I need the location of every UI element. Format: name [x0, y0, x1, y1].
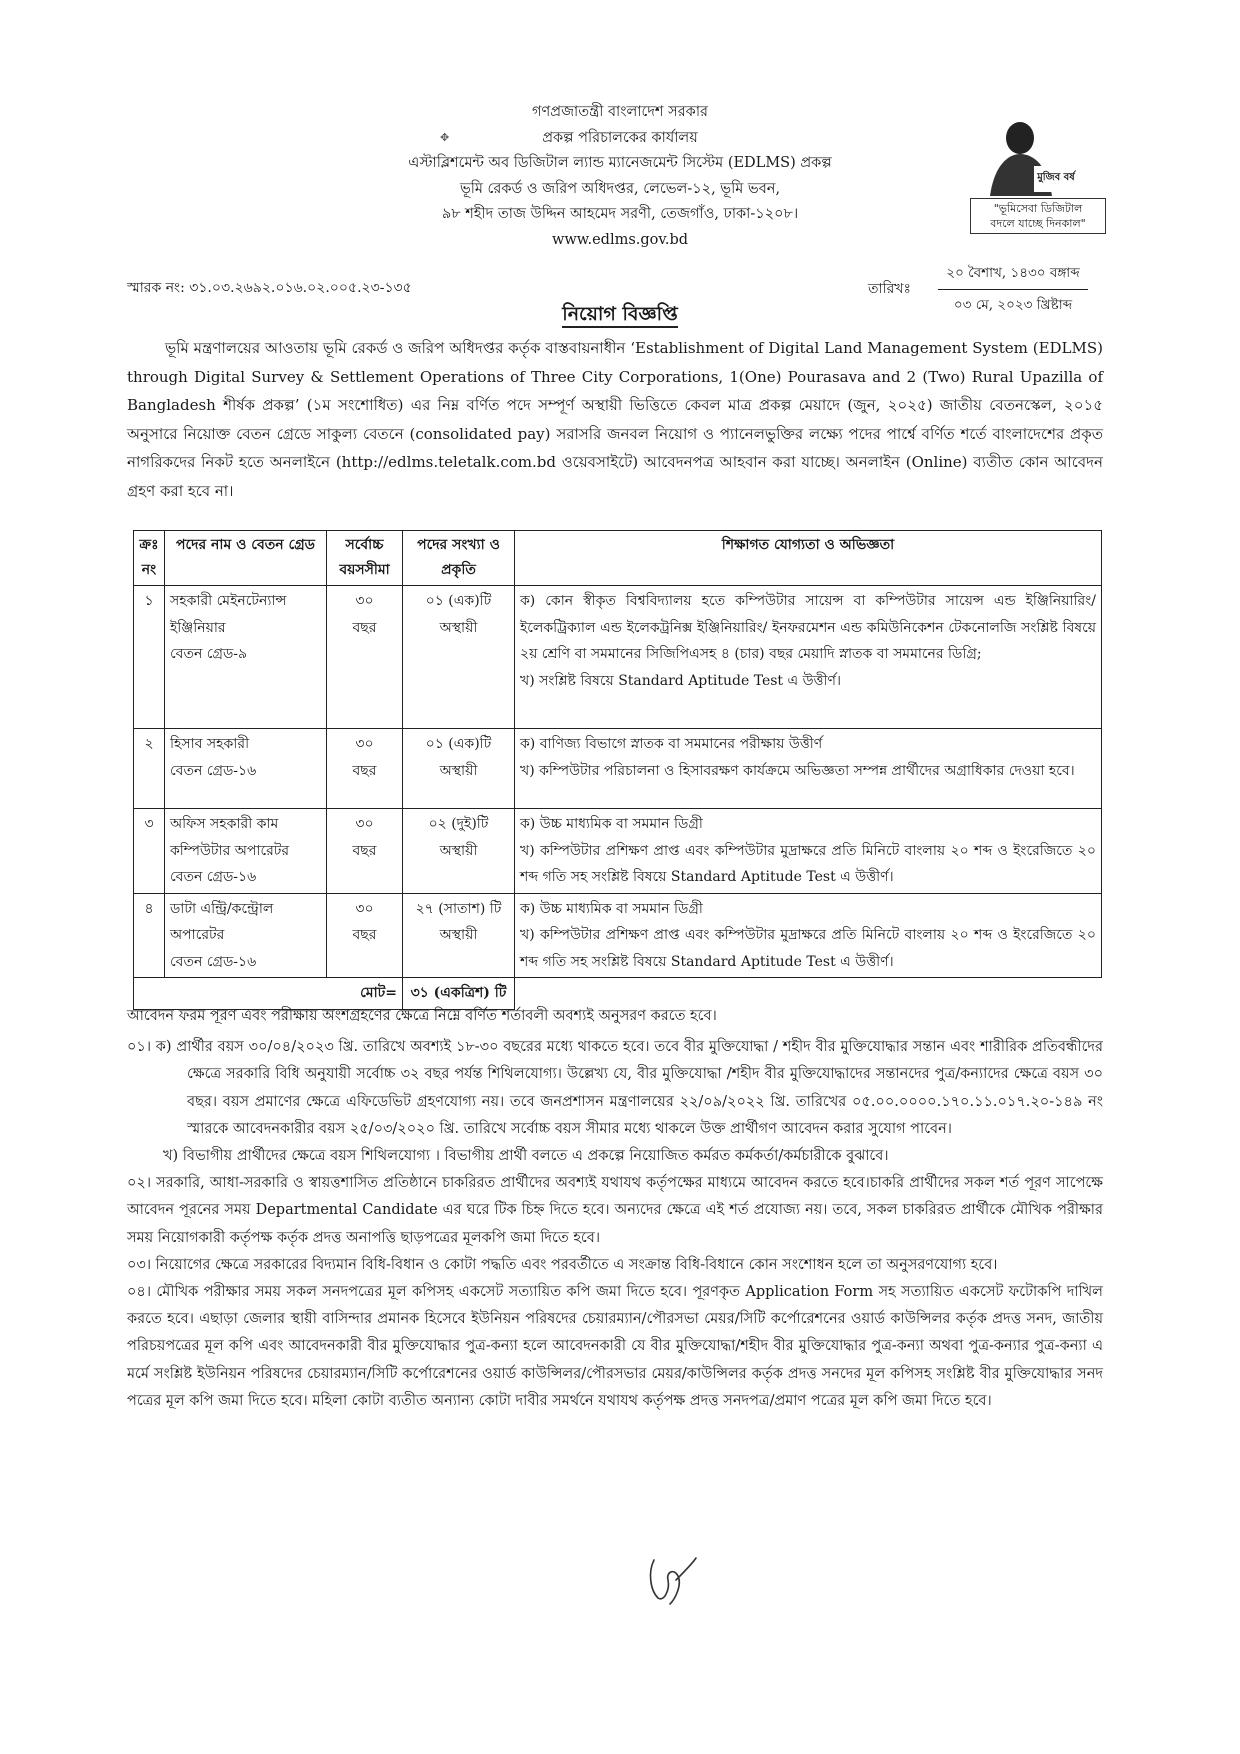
age-unit: বছর [352, 842, 377, 859]
age-unit: বছর [352, 927, 377, 943]
office-name: প্রকল্প পরিচালকের কার্যালয় [542, 129, 698, 146]
total-value: ৩১ (একত্রিশ) টি [403, 978, 515, 1010]
post-count: ০২ (দুই)টি [428, 816, 489, 832]
notice-title-wrap [0, 300, 1240, 332]
date-label: তারিখঃ [868, 281, 911, 297]
header-count: পদের সংখ্যা ও প্রকৃতি [403, 531, 515, 586]
pay-grade: বেতন গ্রেড-৯ [170, 646, 248, 662]
memo-number: স্মারক নং: ৩১.০৩.২৬৯২.০১৬.০২.০০৫.২৩-১৩৫ [127, 280, 412, 296]
signature-mark [640, 1550, 700, 1610]
emblem-mark-icon: ✥ [440, 131, 450, 144]
count-cell [403, 729, 515, 809]
condition-3: ০৩। নিয়োগের ক্ষেত্রে সরকারের বিদ্যমান বিধি-বিধান ও কোটা পদ্ধতি এবং পরবর্তীতে এ সংক্রান্ত বিধি-বিধানে কোন সংশোধন হলে তা অনুসরণযোগ্য হবে। [127, 1256, 998, 1273]
qualification-item: ক) কোন স্বীকৃত বিশ্ববিদ্যালয় হতে কম্পিউটার সায়েন্স বা কম্পিউটার সায়েন্স এন্ড ইঞ্জিনিয়ারিং/ ইলেকট্রিক্যাল এন্ড ইলেকট্রনিক্স ইঞ্জিনিয়ারিং/ ইনফরমেশন এন্ড কমিউনিকেশন টেকনোলজি সংশ্লিষ্ট বিষয়ে ২য় শ্রেণি বা সমমানের সিজিপিএসহ ৪ (চার) বছর মেয়াদি স্নাতক বা সমমানের ডিগ্রি; [520, 593, 1096, 662]
header-age: সর্বোচ্চ বয়সসীমা [327, 531, 403, 586]
office-address-1: ভূমি রেকর্ড ও জরিপ অধিদপ্তর, লেভেল-১২, ভূমি ভবন, [459, 180, 781, 197]
post-name: অফিস সহকারী কাম কম্পিউটার অপারেটর [170, 816, 290, 859]
qualification-item: ক) উচ্চ মাধ্যমিক বা সমমান ডিগ্রী [520, 816, 703, 832]
age-value: ৩০ [355, 816, 374, 832]
header-qualification: শিক্ষাগত যোগ্যতা ও অভিজ্ঞতা [515, 531, 1102, 586]
age-cell [327, 729, 403, 809]
qualification-cell [515, 893, 1102, 978]
serial-cell: ৪ [134, 893, 165, 978]
mujib-borsho-logo [968, 108, 1088, 198]
age-cell [327, 893, 403, 978]
date-english: ০৩ মে, ২০২৩ খ্রিষ্টাব্দ [953, 297, 1073, 313]
serial-cell: ১ [134, 586, 165, 729]
slogan-box [970, 198, 1106, 234]
qualification-item: খ) কম্পিউটার প্রশিক্ষণ প্রাপ্ত এবং কম্পিউটার মুদ্রাক্ষরে প্রতি মিনিটে বাংলায় ২০ শব্দ ও ইংরেজিতে ২০ শব্দ গতি সহ সংশ্লিষ্ট বিষয়ে Standard Aptitude Test এ উত্তীর্ণ। [520, 927, 1096, 970]
qualification-cell [515, 729, 1102, 809]
post-cell [165, 809, 327, 894]
header-serial: ক্রঃ নং [134, 531, 165, 586]
post-name: হিসাব সহকারী [170, 736, 250, 752]
post-nature: অস্থায়ী [439, 762, 478, 779]
website: www.edlms.gov.bd [551, 231, 689, 248]
age-unit: বছর [352, 619, 377, 636]
qualification-item: ক) বাণিজ্য বিভাগে স্নাতক বা সমমানের পরীক্ষায় উত্তীর্ণ [520, 736, 823, 752]
table-row [134, 893, 1102, 978]
age-value: ৩০ [355, 900, 374, 917]
age-cell [327, 586, 403, 729]
age-value: ৩০ [355, 736, 374, 752]
pay-grade: বেতন গ্রেড-১৬ [170, 762, 257, 779]
serial-cell: ২ [134, 729, 165, 809]
post-name: ডাটা এন্ট্রি/কন্ট্রোল অপারেটর [170, 900, 274, 943]
post-nature: অস্থায়ী [439, 842, 478, 859]
serial-cell: ৩ [134, 809, 165, 894]
age-value: ৩০ [355, 593, 374, 609]
intro-paragraph: ভূমি মন্ত্রণালয়ের আওতায় ভূমি রেকর্ড ও জরিপ অধিদপ্তর কর্তৃক বাস্তবায়নাধীন ‘Establishment of Digital Land Management System (EDLMS) through Digital Survey & Settlement Operations of Three City Corporations, 1(One) Pourasava and 2 (Two) Rural Upazilla of Bangladesh শীর্ষক প্রকল্প’ (১ম সংশোধিত) এর নিম্ন বর্ণিত পদে সম্পূর্ণ অস্থায়ী ভিত্তিতে কেবল মাত্র প্রকল্প মেয়াদে (জুন, ২০২৫) জাতীয় বেতনস্কেল, ২০১৫ অনুসারে নিয়োক্ত বেতন গ্রেডে সাকুল্য বেতনে (consolidated pay) সরাসরি জনবল নিয়োগ ও প্যানেলভুক্তির লক্ষ্যে পদের পার্শ্বে বর্ণিত শর্তে বাংলাদেশের প্রকৃত নাগরিকদের নিকট হতে অনলাইনে (http://edlms.teletalk.com.bd ওয়েবসাইটে) আবেদনপত্র আহবান করা যাচ্ছে। অনলাইন (Online) ব্যতীত কোন আবেদন গ্রহণ করা হবে না। [127, 339, 1103, 500]
conditions-section [127, 1003, 1103, 1415]
conditions-lead: আবেদন ফরম পূরণ এবং পরীক্ষায় অংশগ্রহণের ক্ষেত্রে নিম্নে বর্ণিত শর্তাবলী অবশ্যই অনুসরণ করতে হবে। [127, 1008, 717, 1024]
notice-title: নিয়োগ বিজ্ঞপ্তি [562, 303, 677, 328]
age-cell [327, 809, 403, 894]
post-nature: অস্থায়ী [439, 619, 478, 636]
header-post: পদের নাম ও বেতন গ্রেড [165, 531, 327, 586]
post-cell [165, 586, 327, 729]
condition-1b: খ) বিভাগীয় প্রার্থীদের ক্ষেত্রে বয়স শিথিলযোগ্য । বিভাগীয় প্রার্থী বলতে এ প্রকল্পে নিয়োজিত কর্মরত কর্মকর্তা/কর্মচারীকে বুঝাবে। [163, 1148, 889, 1165]
slogan-line-1: "ভূমিসেবা ডিজিটাল [993, 202, 1083, 215]
posts-table [133, 530, 1102, 1010]
table-row [134, 586, 1102, 729]
pay-grade: বেতন গ্রেড-১৬ [170, 869, 257, 885]
letterhead [300, 100, 940, 253]
count-cell [403, 809, 515, 894]
government-name: গণপ্রজাতন্ত্রী বাংলাদেশ সরকার [531, 104, 708, 120]
condition-4: ০৪। মৌখিক পরীক্ষার সময় সকল সনদপত্রের মূল কপিসহ একসেট সত্যায়িত কপি জমা দিতে হবে। পূরণকৃত Application Form সহ সত্যায়িত একসেট ফটোকপি দাখিল করতে হবে। এছাড়া জেলার স্থায়ী বাসিন্দার প্রমানক হিসেবে ইউনিয়ন পরিষদের চেয়ারম্যান/পৌরসভা মেয়র/সিটি কর্পোরেশনের ওয়ার্ড কাউন্সিলর কর্তৃক প্রদত্ত সনদ, জাতীয় পরিচয়পত্রের মূল কপি এবং আবেদনকারী বীর মুক্তিযোদ্ধার পুত্র-কন্যা হলে আবেদনকারী যে বীর মুক্তিযোদ্ধা/শহীদ বীর মুক্তিযোদ্ধার পুত্র-কন্যা অথবা পুত্র-কন্যার পুত্র-কন্যা এ মর্মে সংশ্লিষ্ট ইউনিয়ন পরিষদের চেয়ারম্যান/সিটি কর্পোরেশনের ওয়ার্ড কাউন্সিলর/পৌরসভার মেয়র/কাউন্সিলর কর্তৃক প্রদত্ত সনদের মূল কপিসহ সংশ্লিষ্ট বীর মুক্তিযোদ্ধার সনদ পত্রের মূল কপি জমা দিতে হবে। মহিলা কোটা ব্যতীত অন্যান্য কোটা দাবীর সমর্থনে যথাযথ কর্তৃপক্ষ প্রদত্ত সনদপত্র/প্রমাণ পত্রের মূল কপি জমা দিতে হবে। [127, 1284, 1103, 1409]
qualification-cell [515, 809, 1102, 894]
qualification-item: খ) কম্পিউটার পরিচালনা ও হিসাবরক্ষণ কার্যক্রমে অভিজ্ঞতা সম্পন্ন প্রার্থীদের অগ্রাধিকার দেওয়া হবে। [520, 762, 1075, 779]
post-cell [165, 729, 327, 809]
condition-2: ০২। সরকারি, আধা-সরকারি ও স্বায়ত্তশাসিত প্রতিষ্ঠানে চাকরিরত প্রার্থীদের অবশ্যই যথাযথ কর্তৃপক্ষের মাধ্যমে আবেদন করতে হবে।চাকরি প্রার্থীদের সকল শর্ত পূরণ সাপেক্ষে আবেদন পূরনের সময় Departmental Candidate এর ঘরে টিক চিহ্ন দিতে হবে। অন্যদের ক্ষেত্রে এই শর্ত প্রযোজ্য নয়। তবে, সকল চাকরিরত প্রার্থীকে মৌখিক পরীক্ষার সময় নিয়োগকারী কর্তৃপক্ষ কর্তৃক প্রদত্ত অনাপত্তি ছাড়পত্রের মূলকপি জমা দিতে হবে। [127, 1175, 1103, 1246]
condition-1a: ০১। ক) প্রার্থীর বয়স ৩০/০৪/২০২৩ খ্রি. তারিখে অবশ্যই ১৮-৩০ বছরের মধ্যে থাকতে হবে। তবে বীর মুক্তিযোদ্ধা / শহীদ বীর মুক্তিযোদ্ধার সন্তান এবং শারীরিক প্রতিবন্ধীদের ক্ষেত্রে সরকারি বিধি অনুযায়ী সর্বোচ্চ ৩২ বছর পর্যন্ত শিথিলযোগ্য। উল্লেখ্য যে, বীর মুক্তিযোদ্ধা /শহীদ বীর মুক্তিযোদ্ধাদের সন্তানদের পুত্র/কন্যাদের ক্ষেত্রে বয়স ৩০ বছর। বয়স প্রমাণের ক্ষেত্রে এফিডেভিট গ্রহণযোগ্য নয়। তবে জনপ্রশাসন মন্ত্রণালয়ের ২২/০৯/২০২২ খ্রি. তারিখের ০৫.০০.০০০০.১৭০.১১.০১৭.২০-১৪৯ নং স্মারকে আবেদনকারীর বয়স ২৫/০৩/২০২০ খ্রি. তারিখে সর্বোচ্চ বয়স সীমার মধ্যে থাকলে উক্ত প্রার্থীগণ আবেদন করার সুযোগ পাবেন। [127, 1039, 1103, 1137]
table-row [134, 809, 1102, 894]
age-unit: বছর [352, 762, 377, 779]
office-address-2: ৯৮ শহীদ তাজ উদ্দিন আহমেদ সরণী, তেজগাঁও, ঢাকা-১২০৮। [441, 206, 799, 222]
post-count: ০১ (এক)টি [425, 593, 492, 609]
post-cell [165, 893, 327, 978]
post-count: ২৭ (সাতাশ) টি [415, 900, 502, 917]
project-name: এস্টাব্লিশমেন্ট অব ডিজিটাল ল্যান্ড ম্যানেজমেন্ট সিস্টেম (EDLMS) প্রকল্প [408, 155, 832, 171]
qualification-item: ক) উচ্চ মাধ্যমিক বা সমমান ডিগ্রী [520, 900, 703, 917]
post-count: ০১ (এক)টি [425, 736, 492, 752]
table-header-row [134, 531, 1102, 586]
qualification-cell [515, 586, 1102, 729]
count-cell [403, 586, 515, 729]
total-label: মোট= [134, 978, 403, 1010]
qualification-item: খ) কম্পিউটার প্রশিক্ষণ প্রাপ্ত এবং কম্পিউটার মুদ্রাক্ষরে প্রতি মিনিটে বাংলায় ২০ শব্দ ও ইংরেজিতে ২০ শব্দ গতি সহ সংশ্লিষ্ট বিষয়ে Standard Aptitude Test এ উত্তীর্ণ। [520, 842, 1096, 885]
qualification-item: খ) সংশ্লিষ্ট বিষয়ে Standard Aptitude Test এ উত্তীর্ণ। [520, 672, 842, 689]
count-cell [403, 893, 515, 978]
logo-text: মুজিব বর্ষ [1037, 172, 1075, 183]
table-row [134, 729, 1102, 809]
pay-grade: বেতন গ্রেড-১৬ [170, 953, 257, 970]
post-name: সহকারী মেইনটেন্যান্স ইঞ্জিনিয়ার [170, 593, 287, 636]
date-bangla: ২০ বৈশাখ, ১৪৩০ বঙ্গাব্দ [938, 262, 1088, 290]
slogan-line-2: বদলে যাচ্ছে দিনকাল" [990, 217, 1086, 230]
post-nature: অস্থায়ী [439, 927, 478, 943]
